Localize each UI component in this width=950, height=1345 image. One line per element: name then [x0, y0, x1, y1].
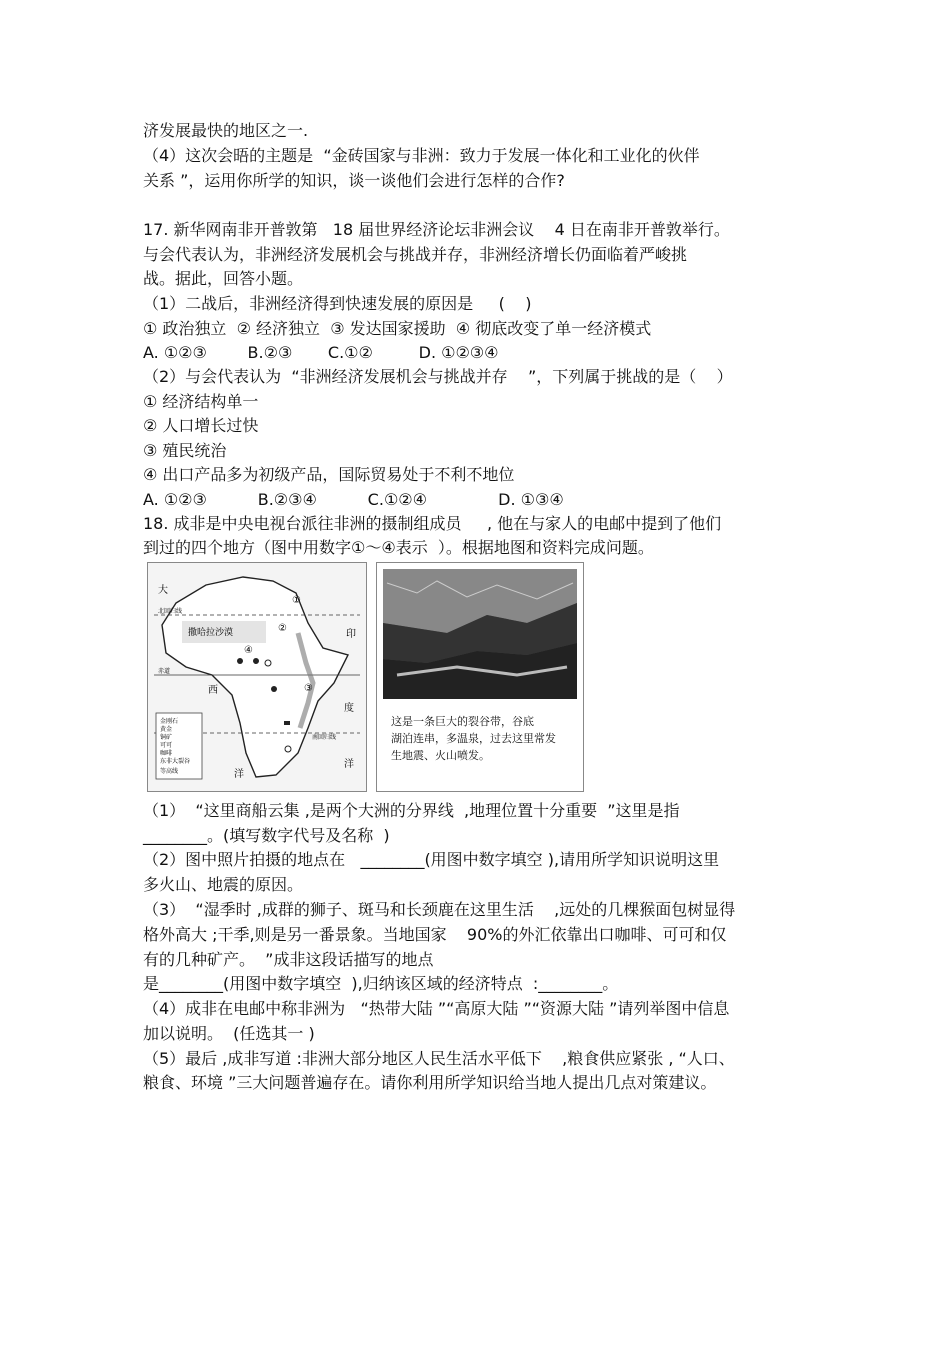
map-label-da: 大	[158, 585, 168, 596]
map-marker-1: ①	[292, 595, 301, 606]
text-line-23: 格外高大 ;干季,则是另一番景象。当地国家 90%的外汇依靠出口咖啡、可可和仅	[143, 925, 727, 944]
map-label-tropic-north: 北回归线	[158, 608, 183, 615]
text-line-9: A. ①②③ B.②③ C.①② D. ①②③④	[143, 343, 499, 362]
text-line-4: 17. 新华网南非开普敦第 18 届世界经济论坛非洲会议 4 日在南非开普敦举行。	[143, 220, 730, 239]
photo-caption: 这是一条巨大的裂谷带，谷底 湖泊连串，多温泉，过去这里常发 生地震、火山喷发。	[391, 715, 556, 762]
map-label-yang-west: 洋	[234, 769, 244, 780]
legend-diamond: 金刚石	[160, 718, 179, 725]
text-line-17: 到过的四个地方（图中用数字①～④表示 ）。根据地图和资料完成问题。	[143, 538, 654, 557]
text-line-18: （1） “这里商船云集 ,是两个大洲的分界线 ,地理位置十分重要 ”这里是指	[143, 801, 680, 820]
map-label-yang-east: 洋	[344, 759, 354, 770]
legend-contour: 等高线	[160, 768, 179, 775]
map-label-tropic-south: 南回归线	[312, 734, 337, 741]
text-line-10: （2）与会代表认为 “非洲经济发展机会与挑战并存 ”，下列属于挑战的是（ ）	[143, 367, 733, 386]
africa-map	[147, 562, 367, 792]
text-line-1: 济发展最快的地区之一.	[143, 121, 309, 140]
text-line-14: ④ 出口产品多为初级产品，国际贸易处于不利不地位	[143, 465, 515, 484]
text-line-16: 18. 成非是中央电视台派往非洲的摄制组成员 , 他在与家人的电邮中提到了他们	[143, 514, 722, 533]
text-line-25: 是________(用图中数字填空 ),归纳该区域的经济特点 :________。	[143, 974, 619, 993]
text-line-11: ① 经济结构单一	[143, 392, 259, 411]
text-line-3: 关系 ”，运用你所学的知识，谈一谈他们会进行怎样的合作?	[143, 171, 565, 190]
figure-area	[143, 560, 593, 795]
map-label-xi: 西	[208, 685, 218, 696]
text-line-27: 加以说明。 (任选其一 )	[143, 1024, 315, 1043]
text-line-5: 与会代表认为，非洲经济发展机会与挑战并存，非洲经济增长仍面临着严峻挑	[143, 245, 688, 264]
rift-valley-image	[377, 563, 583, 703]
text-line-19: ________。(填写数字代号及名称 )	[143, 826, 390, 845]
text-line-29: 粮食、环境 ”三大问题普遍存在。请你利用所学知识给当地人提出几点对策建议。	[143, 1073, 717, 1092]
text-line-28: （5）最后 ,成非写道 :非洲大部分地区人民生活水平低下 ,粮食供应紧张 , “人口、	[143, 1049, 735, 1068]
text-line-2: （4）这次会晤的主题是 “金砖国家与非洲：致力于发展一体化和工业化的伙伴	[143, 146, 700, 165]
map-label-sahara: 撒哈拉沙漠	[188, 628, 234, 638]
text-line-22: （3） “湿季时 ,成群的狮子、斑马和长颈鹿在这里生活 ,远处的几棵猴面包树显得	[143, 900, 736, 919]
text-line-15: A. ①②③ B.②③④ C.①②④ D. ①③④	[143, 490, 564, 509]
text-line-8: ① 政治独立 ② 经济独立 ③ 发达国家援助 ④ 彻底改变了单一经济模式	[143, 319, 652, 338]
legend-cocoa: 可可	[160, 742, 173, 749]
text-line-24: 有的几种矿产。 ”成非这段话描写的地点	[143, 950, 434, 969]
text-line-13: ③ 殖民统治	[143, 441, 227, 460]
rift-valley-photo	[376, 562, 584, 792]
map-marker-3: ③	[304, 683, 313, 694]
map-marker-2: ②	[278, 623, 287, 634]
text-line-21: 多火山、地震的原因。	[143, 875, 304, 894]
text-line-6: 战。据此，回答小题。	[143, 269, 304, 288]
legend-coffee: 咖啡	[160, 750, 173, 757]
map-label-du: 度	[344, 703, 354, 714]
map-marker-4: ④	[244, 645, 253, 656]
legend-copper: 铜矿	[160, 734, 173, 741]
africa-map-drawing	[148, 563, 366, 791]
text-line-20: （2）图中照片拍摄的地点在 ________(用图中数字填空 ),请用所学知识说明这里	[143, 850, 720, 869]
text-line-12: ② 人口增长过快	[143, 416, 259, 435]
legend-rift: 东非大裂谷	[160, 758, 191, 765]
map-label-equator: 赤道	[158, 668, 171, 675]
legend-gold: 黄金	[160, 726, 173, 733]
text-line-7: （1）二战后，非洲经济得到快速发展的原因是 ( )	[143, 294, 532, 313]
map-label-yin: 印	[346, 629, 356, 640]
text-line-26: （4）成非在电邮中称非洲为 “热带大陆 ”“高原大陆 ”“资源大陆 ”请列举图中信息	[143, 999, 730, 1018]
